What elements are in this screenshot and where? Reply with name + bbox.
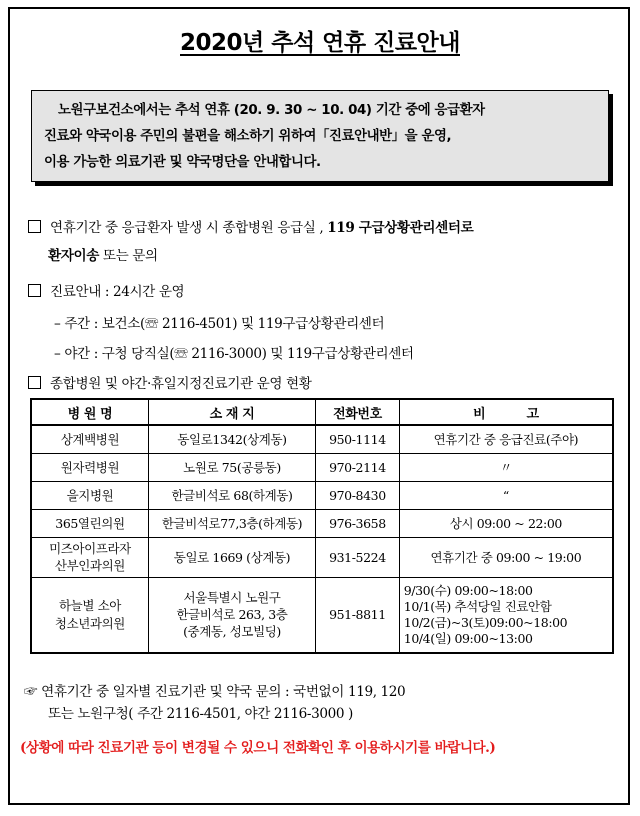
guidance-night: – 야간 : 구청 당직실(☏ 2116-3000) 및 119구급상황관리센터 (54, 346, 414, 362)
notice-line-3: 이용 가능한 의료기관 및 약국명단을 안내합니다. (44, 155, 321, 170)
item-emergency-cont: 환자이송 또는 문의 (48, 248, 158, 264)
notice-line-2: 진료와 약국이용 주민의 불편을 해소하기 위하여「진료안내반」을 운영, (44, 129, 452, 144)
item-guidance: 진료안내 : 24시간 운영 (28, 280, 184, 300)
guidance-daytime: – 주간 : 보건소(☏ 2116-4501) 및 119구급상황관리센터 (54, 316, 385, 332)
header-note: 비 고 (399, 399, 613, 425)
table-row: 상계백병원 동일로1342(상계동) 950-1114 연휴기간 중 응급진료(주야) (31, 425, 613, 453)
page-title: 2020년 추석 연휴 진료안내 (180, 30, 460, 56)
header-name: 병 원 명 (31, 399, 148, 425)
checkbox-bullet-icon (28, 220, 41, 233)
change-warning: (상황에 따라 진료기관 등이 변경될 수 있으니 전화확인 후 이용하시기를 바랍니다.) (20, 740, 496, 756)
inquiry-line-1: ☞ 연휴기간 중 일자별 진료기관 및 약국 문의 : 국번없이 119, 120 (24, 684, 406, 700)
checkbox-bullet-icon (28, 284, 41, 297)
table-row: 미즈아이프라자 산부인과의원 동일로 1669 (상계동) 931-5224 연휴기간 중 09:00 ~ 19:00 (31, 537, 613, 577)
checkbox-bullet-icon (28, 376, 41, 389)
item-hospitals: 종합병원 및 야간·휴일지정진료기관 운영 현황 (28, 372, 312, 392)
table-row: 을지병원 한글비석로 68(하계동) 970-8430 “ (31, 481, 613, 509)
notice-line-1: 노원구보건소에서는 추석 연휴 (20. 9. 30 ~ 10. 04) 기간 중에 응급환자 (58, 103, 485, 118)
header-phone: 전화번호 (316, 399, 400, 425)
hospital-table (30, 398, 614, 654)
table-header-row (31, 399, 613, 425)
table-row: 365열린의원 한글비석로77,3층(하계동) 976-3658 상시 09:00 ~ 22:00 (31, 509, 613, 537)
item-emergency: 연휴기간 중 응급환자 발생 시 종합병원 응급실 , 119 구급상황관리센터로 (28, 216, 473, 236)
inquiry-line-2: 또는 노원구청( 주간 2116-4501, 야간 2116-3000 ) (48, 706, 353, 722)
header-address: 소 재 지 (148, 399, 315, 425)
table-row: 원자력병원 노원로 75(공릉동) 970-2114 〃 (31, 453, 613, 481)
notice-box (31, 90, 609, 182)
table-row: 하늘별 소아 청소년과의원 서울특별시 노원구 한글비석로 263, 3층 (중계동, 성모빌딩) 951-8811 9/30(수) 09:00~18:00 10/1(목) 추석당일 진료안함 10/2(금)~3(토)09:00~18:00 10/4(일) 09:00~13:00 (31, 577, 613, 653)
